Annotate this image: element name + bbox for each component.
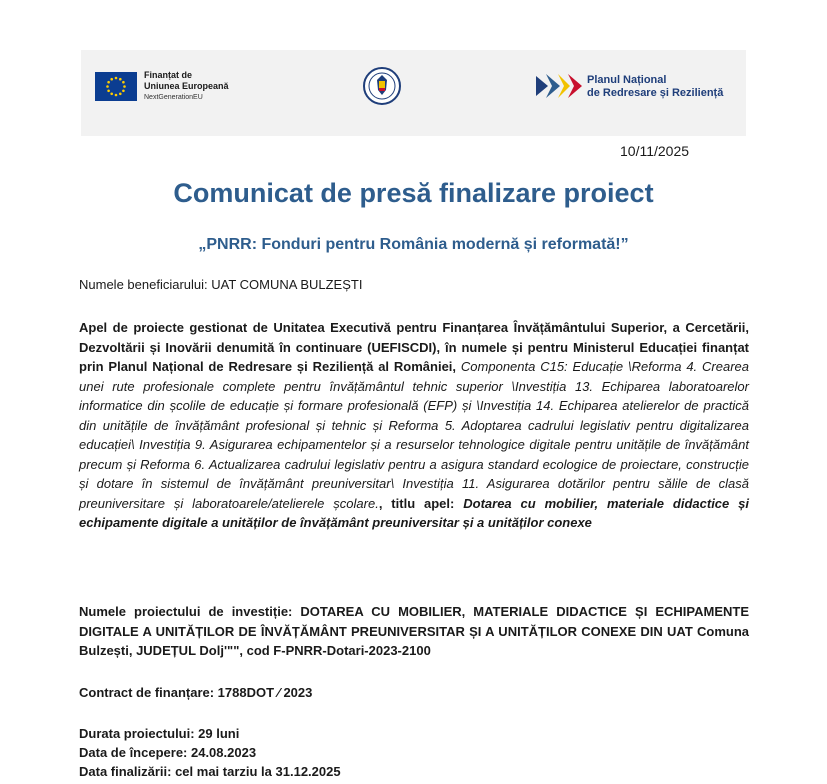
start-date-line: Data de începere: 24.08.2023 (79, 745, 257, 760)
eu-line3: NextGenerationEU (144, 94, 203, 101)
pnrr-logo-icon (536, 72, 582, 100)
eu-line1: Finanțat de (144, 70, 193, 80)
call-title-label: , titlu apel: (378, 495, 464, 511)
pnrr-line2: de Redresare și Reziliență (587, 87, 724, 99)
eu-funding-text (144, 70, 229, 103)
project-name-paragraph: Numele proiectului de investiție: DOTAREA CU MOBILIER, MATERIALE DIDACTICE ȘI ECHIPAMENTE DIGITALE A UNITĂȚILOR DE ÎNVĂȚĂMÂNT PREUNIVERSITAR ȘI A UNITĂȚILOR CONEXE DIN UAT Comuna Bulzești, JUDEȚUL Dolj'"", cod F-PNRR-Dotari-2023-2100 (79, 604, 749, 658)
page-title: Comunicat de presă finalizare proiect (173, 178, 654, 208)
romanian-government-seal-icon (363, 66, 401, 106)
page-subtitle: „PNRR: Fonduri pentru România modernă și reformată!” (198, 236, 629, 253)
end-date-line: Data finalizării: cel mai tarziu la 31.12.2025 (79, 764, 341, 779)
contract-line: Contract de finanțare: 1788DOT ⁄ 2023 (79, 685, 313, 700)
beneficiary-line: Numele beneficiarului: UAT COMUNA BULZEȘTI (79, 277, 363, 292)
call-component: Componenta C15: Educație \Reforma 4. Crearea unei rute profesionale complete pentru învățământul tehnic superior \Investiția 13. Echiparea laboratoarelor informatice din școlile de educație și formare profesională (EFP) și \Investiția 14. Echiparea atelierelor de practică din unitățile de învățământ profesional și tehnic și Reforma 5. Adoptarea cadrului legislativ pentru digitalizarea educației\ Investiția 9. Asigurarea echipamentelor și a resurselor tehnologice digitale pentru unitățile de învățământ precum și Reforma 6. Actualizarea cadrului legislativ pentru a asigura standard ecologice de proiectare, construcție și dotare în sistemul de învățământ preuniversitar\ Investiția 11. Asigurarea dotărilor pentru sălile de clasă preuniversitare și laboratoarele/atelierele școlare. (79, 359, 749, 511)
document-date: 10/11/2025 (620, 143, 690, 159)
pnrr-line1: Planul Național (587, 74, 667, 86)
eu-line2: Uniunea Europeană (144, 81, 229, 91)
eu-flag-icon (95, 72, 137, 101)
duration-line: Durata proiectului: 29 luni (79, 726, 240, 741)
pnrr-text (587, 74, 723, 100)
header-banner (81, 50, 746, 136)
call-intro: Apel de proiecte gestionat de Unitatea Executivă pentru Finanțarea Învățământului Superior, a Cercetării, Dezvoltării și Inovării denumită în continuare (UEFISCDI), în numele și pentru Ministerul Educației finanțat prin Planul Național de Redresare și Reziliență al României, (79, 320, 749, 374)
call-title-value: Dotarea cu mobilier, materiale didactice și echipamente digitale a unităților de învățământ preuniversitar și a unităților conexe (79, 495, 749, 530)
call-paragraph (79, 318, 749, 533)
